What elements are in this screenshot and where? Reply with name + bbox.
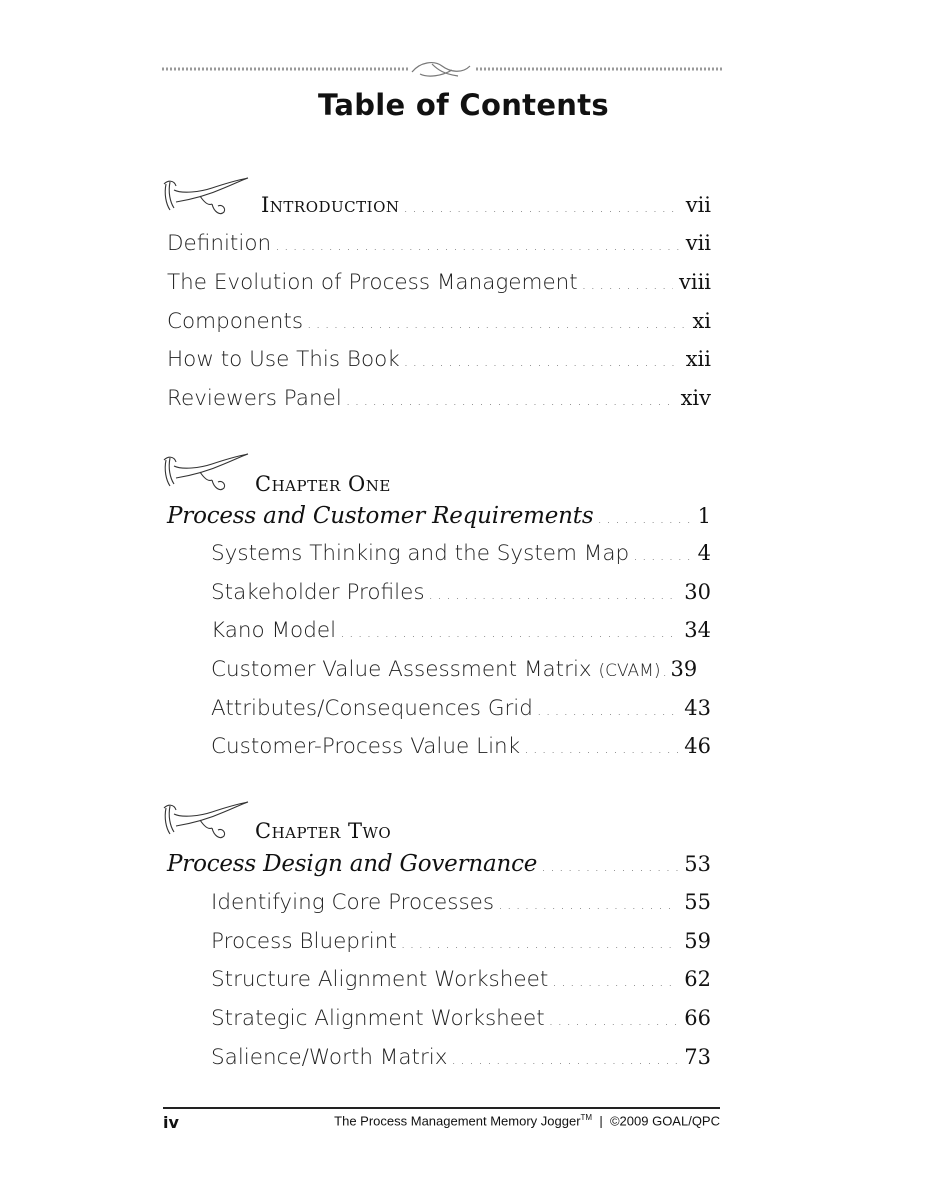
page-number: xi [692,309,711,333]
dot-leader [537,703,678,719]
dot-leader [275,238,680,254]
page-number: 30 [684,580,711,604]
entry-label: Reviewers Panel [167,386,342,411]
entry-label-main: Customer Value Assessment Matrix [211,657,592,682]
footer-book-title: The Process Management Memory Jogger [334,1113,581,1129]
toc-entry-introduction[interactable] [261,193,711,223]
footer-trademark: TM [580,1113,593,1122]
entry-label: Kano Model [211,618,337,643]
toc-entry[interactable] [211,541,711,571]
page-number: 53 [684,852,711,876]
quill-scroll-icon [160,452,252,498]
entry-label: How to Use This Book [167,347,400,372]
section-heading: Introduction [261,193,400,217]
dot-leader [340,625,678,641]
page-number: xii [685,347,711,371]
dot-leader [404,200,680,216]
dot-leader [662,664,668,680]
footer-page-number: iv [163,1113,179,1132]
footer-credit [334,1113,720,1128]
entry-label: Identifying Core Processes [211,890,495,915]
page-number: 46 [684,734,711,758]
toc-entry[interactable] [167,347,711,377]
toc-entry[interactable] [167,270,711,300]
dot-leader [346,393,675,409]
entry-label: Customer-Process Value Link [211,734,521,759]
toc-entry[interactable] [167,231,711,261]
page-number: vii [685,193,711,217]
quill-scroll-icon [160,800,252,846]
chapter-title: Process and Customer Requirements [167,503,594,529]
dot-leader [633,548,691,564]
dot-leader [452,1052,679,1068]
dot-leader [597,511,691,527]
toc-entry[interactable] [167,386,711,416]
chapter-heading: Chapter One [255,472,391,496]
entry-label: Structure Alignment Worksheet [211,967,549,992]
page-number: 55 [684,890,711,914]
dot-leader [582,277,673,293]
page-number: 59 [684,929,711,953]
dot-leader [498,897,678,913]
entry-label: The Evolution of Process Management [167,270,578,295]
page-number: 34 [684,618,711,642]
page-number: 1 [697,504,711,528]
page-number: 43 [684,696,711,720]
toc-entry[interactable] [211,1006,711,1036]
toc-entry[interactable] [211,734,711,764]
page-number: vii [685,231,711,255]
page-number: xiv [680,386,711,410]
toc-entry-chapter-title[interactable] [167,503,711,533]
page-number: 39 [670,657,698,681]
dot-leader [549,1013,679,1029]
page-number: 66 [684,1006,711,1030]
entry-label: Systems Thinking and the System Map [211,541,630,566]
toc-entry-chapter-title[interactable] [167,851,711,881]
page-number: 4 [697,541,711,565]
quill-scroll-icon [160,176,252,222]
toc-entry[interactable] [211,657,711,687]
toc-entry[interactable] [167,309,711,339]
entry-label: Salience/Worth Matrix [211,1045,448,1070]
entry-label: Strategic Alignment Worksheet [211,1006,545,1031]
dot-leader [404,354,680,370]
entry-label: Attributes/Consequences Grid [211,696,533,721]
toc-entry[interactable] [211,580,711,610]
toc-entry[interactable] [211,890,711,920]
page-number: 62 [684,967,711,991]
dot-leader [552,974,678,990]
chapter-heading: Chapter Two [255,819,392,843]
entry-label: Components [167,309,304,334]
dot-leader [429,587,679,603]
footer-divider [163,1107,720,1109]
flourish-divider-icon [162,60,722,80]
toc-entry[interactable] [211,967,711,997]
entry-label: Stakeholder Profiles [211,580,425,605]
toc-entry[interactable] [211,1045,711,1075]
page-number: 73 [684,1045,711,1069]
entry-label: Definition [167,231,272,256]
dot-leader [401,936,678,952]
toc-entry[interactable] [211,696,711,726]
page-title: Table of Contents [318,88,609,122]
chapter-title: Process Design and Governance [167,851,538,877]
dot-leader [541,859,678,875]
page-number: viii [678,270,711,294]
footer-separator: | [599,1113,603,1129]
dot-leader [307,316,686,332]
toc-entry[interactable] [211,929,711,959]
toc-entry[interactable] [211,618,711,648]
dot-leader [524,741,678,757]
entry-label-suffix: (CVAM) [598,661,661,681]
entry-label [211,657,660,682]
entry-label: Process Blueprint [211,929,397,954]
footer-copyright: ©2009 GOAL/QPC [609,1113,720,1129]
